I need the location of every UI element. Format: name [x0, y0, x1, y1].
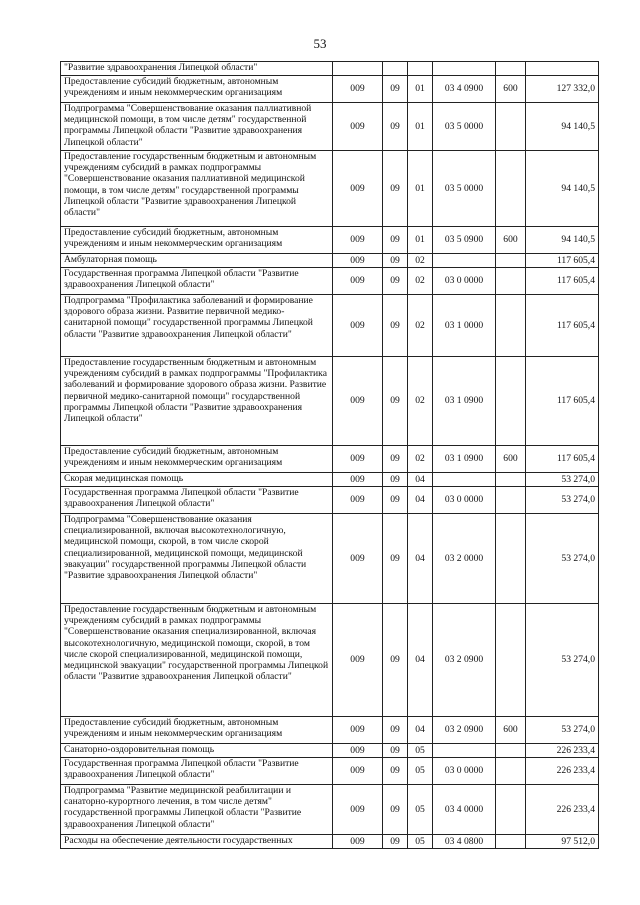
- cell-csr: 03 2 0000: [433, 514, 496, 604]
- cell-name: Государственная программа Липецкой области "Развитие здравоохранения Липецкой области": [61, 268, 333, 295]
- cell-vr: 600: [496, 76, 526, 103]
- cell-vr: [496, 357, 526, 446]
- cell-vr: 600: [496, 227, 526, 254]
- cell-glava: 009: [333, 758, 383, 785]
- cell-podrazdel: 01: [408, 227, 433, 254]
- cell-razdel: 09: [383, 446, 408, 473]
- cell-glava: 009: [333, 487, 383, 514]
- cell-sum: [526, 62, 599, 76]
- cell-glava: 009: [333, 268, 383, 295]
- cell-vr: [496, 254, 526, 268]
- cell-name: Государственная программа Липецкой области "Развитие здравоохранения Липецкой области": [61, 758, 333, 785]
- cell-vr: [496, 604, 526, 717]
- cell-name: Предоставление субсидий бюджетным, автономным учреждениям и иным некоммерческим организациям: [61, 76, 333, 103]
- cell-glava: 009: [333, 514, 383, 604]
- cell-podrazdel: 05: [408, 785, 433, 835]
- cell-glava: 009: [333, 357, 383, 446]
- cell-csr: 03 0 0000: [433, 268, 496, 295]
- cell-name: Расходы на обеспечение деятельности государственных: [61, 835, 333, 849]
- cell-csr: 03 5 0900: [433, 227, 496, 254]
- cell-csr: [433, 254, 496, 268]
- cell-razdel: 09: [383, 254, 408, 268]
- cell-razdel: 09: [383, 514, 408, 604]
- cell-name: Государственная программа Липецкой области "Развитие здравоохранения Липецкой области": [61, 487, 333, 514]
- cell-razdel: 09: [383, 357, 408, 446]
- cell-glava: 009: [333, 227, 383, 254]
- cell-glava: 009: [333, 604, 383, 717]
- table-row: [61, 268, 599, 295]
- table-row: [61, 103, 599, 151]
- cell-csr: 03 5 0000: [433, 103, 496, 151]
- cell-vr: [496, 514, 526, 604]
- cell-glava: 009: [333, 717, 383, 744]
- cell-sum: 117 605,4: [526, 446, 599, 473]
- cell-razdel: 09: [383, 835, 408, 849]
- table-row: [61, 604, 599, 717]
- cell-name: Предоставление субсидий бюджетным, автономным учреждениям и иным некоммерческим организациям: [61, 227, 333, 254]
- cell-glava: 009: [333, 295, 383, 357]
- cell-razdel: 09: [383, 103, 408, 151]
- cell-podrazdel: 02: [408, 268, 433, 295]
- cell-csr: 03 0 0000: [433, 758, 496, 785]
- cell-csr: 03 1 0900: [433, 357, 496, 446]
- cell-razdel: 09: [383, 744, 408, 758]
- cell-podrazdel: 02: [408, 254, 433, 268]
- table-row: [61, 758, 599, 785]
- cell-podrazdel: 05: [408, 758, 433, 785]
- cell-csr: 03 4 0900: [433, 76, 496, 103]
- cell-razdel: [383, 62, 408, 76]
- cell-csr: 03 2 0900: [433, 717, 496, 744]
- cell-csr: [433, 473, 496, 487]
- cell-csr: 03 1 0000: [433, 295, 496, 357]
- cell-sum: 117 605,4: [526, 268, 599, 295]
- cell-vr: 600: [496, 446, 526, 473]
- cell-csr: 03 2 0900: [433, 604, 496, 717]
- table-row: [61, 514, 599, 604]
- cell-podrazdel: 04: [408, 514, 433, 604]
- cell-csr: 03 4 0800: [433, 835, 496, 849]
- cell-sum: 53 274,0: [526, 487, 599, 514]
- cell-csr: 03 1 0900: [433, 446, 496, 473]
- cell-podrazdel: 04: [408, 717, 433, 744]
- cell-glava: [333, 62, 383, 76]
- cell-vr: [496, 295, 526, 357]
- cell-name: Предоставление субсидий бюджетным, автономным учреждениям и иным некоммерческим организациям: [61, 446, 333, 473]
- cell-podrazdel: 01: [408, 151, 433, 227]
- cell-vr: [496, 758, 526, 785]
- cell-razdel: 09: [383, 717, 408, 744]
- cell-razdel: 09: [383, 473, 408, 487]
- cell-csr: 03 4 0000: [433, 785, 496, 835]
- cell-podrazdel: 01: [408, 76, 433, 103]
- cell-podrazdel: 04: [408, 473, 433, 487]
- cell-sum: 127 332,0: [526, 76, 599, 103]
- cell-razdel: 09: [383, 151, 408, 227]
- cell-glava: 009: [333, 473, 383, 487]
- cell-razdel: 09: [383, 227, 408, 254]
- cell-name: Предоставление государственным бюджетным и автономным учреждениям субсидий в рамках подпрограммы "Совершенствование оказания специализированной, включая высокотехнологичную, медицинской помощи, скорой, в том числе скорой специализированной, медицинской помощи, медицинской эвакуации" государственной программы Липецкой области "Развитие здравоохранения Липецкой области": [61, 604, 333, 717]
- cell-podrazdel: 01: [408, 103, 433, 151]
- table-row: [61, 785, 599, 835]
- cell-name: Подпрограмма "Совершенствование оказания паллиативной медицинской помощи, в том числе детям" государственной программы Липецкой области "Развитие здравоохранения Липецкой области": [61, 103, 333, 151]
- cell-sum: 94 140,5: [526, 227, 599, 254]
- table-row: [61, 76, 599, 103]
- cell-razdel: 09: [383, 76, 408, 103]
- table-row: [61, 295, 599, 357]
- table-row: [61, 446, 599, 473]
- cell-vr: [496, 744, 526, 758]
- cell-podrazdel: 05: [408, 835, 433, 849]
- table-row: [61, 487, 599, 514]
- cell-name: Амбулаторная помощь: [61, 254, 333, 268]
- cell-podrazdel: 02: [408, 357, 433, 446]
- cell-vr: [496, 62, 526, 76]
- table-row: [61, 473, 599, 487]
- cell-sum: 53 274,0: [526, 604, 599, 717]
- cell-razdel: 09: [383, 785, 408, 835]
- cell-sum: 53 274,0: [526, 514, 599, 604]
- cell-name: Предоставление субсидий бюджетным, автономным учреждениям и иным некоммерческим организациям: [61, 717, 333, 744]
- cell-vr: [496, 151, 526, 227]
- cell-glava: 009: [333, 151, 383, 227]
- cell-sum: 53 274,0: [526, 717, 599, 744]
- cell-sum: 117 605,4: [526, 357, 599, 446]
- table-row: [61, 744, 599, 758]
- cell-sum: 226 233,4: [526, 785, 599, 835]
- cell-sum: 53 274,0: [526, 473, 599, 487]
- table-row: [61, 227, 599, 254]
- cell-name: Подпрограмма "Профилактика заболеваний и формирование здорового образа жизни. Развитие первичной медико-санитарной помощи" государственной программы Липецкой области "Развитие здравоохранения Липецкой области": [61, 295, 333, 357]
- cell-csr: [433, 62, 496, 76]
- cell-glava: 009: [333, 254, 383, 268]
- table-body: [61, 62, 599, 849]
- cell-vr: [496, 473, 526, 487]
- cell-razdel: 09: [383, 604, 408, 717]
- cell-name: Санаторно-оздоровительная помощь: [61, 744, 333, 758]
- cell-razdel: 09: [383, 487, 408, 514]
- cell-name: Скорая медицинская помощь: [61, 473, 333, 487]
- table-row: [61, 835, 599, 849]
- cell-name: Предоставление государственным бюджетным и автономным учреждениям субсидий в рамках подпрограммы "Совершенствование оказания паллиативной медицинской помощи, в том числе детям" государственной программы Липецкой области "Развитие здравоохранения Липецкой области": [61, 151, 333, 227]
- cell-glava: 009: [333, 835, 383, 849]
- cell-vr: [496, 487, 526, 514]
- budget-table: [60, 61, 599, 849]
- cell-csr: [433, 744, 496, 758]
- cell-glava: 009: [333, 446, 383, 473]
- cell-podrazdel: 02: [408, 446, 433, 473]
- cell-name: Подпрограмма "Развитие медицинской реабилитации и санаторно-курортного лечения, в том числе детям" государственной программы Липецкой области "Развитие здравоохранения Липецкой области": [61, 785, 333, 835]
- cell-podrazdel: 05: [408, 744, 433, 758]
- cell-sum: 97 512,0: [526, 835, 599, 849]
- table-row: [61, 62, 599, 76]
- cell-glava: 009: [333, 785, 383, 835]
- table-row: [61, 717, 599, 744]
- cell-vr: [496, 835, 526, 849]
- cell-csr: 03 5 0000: [433, 151, 496, 227]
- cell-sum: 117 605,4: [526, 295, 599, 357]
- cell-sum: 226 233,4: [526, 744, 599, 758]
- cell-glava: 009: [333, 744, 383, 758]
- cell-vr: [496, 268, 526, 295]
- cell-razdel: 09: [383, 268, 408, 295]
- cell-sum: 117 605,4: [526, 254, 599, 268]
- table-row: [61, 151, 599, 227]
- cell-razdel: 09: [383, 758, 408, 785]
- cell-podrazdel: 04: [408, 604, 433, 717]
- page-number: 53: [313, 36, 327, 51]
- cell-sum: 226 233,4: [526, 758, 599, 785]
- cell-razdel: 09: [383, 295, 408, 357]
- cell-name: Предоставление государственным бюджетным и автономным учреждениям субсидий в рамках подпрограммы "Профилактика заболеваний и формирование здорового образа жизни. Развитие первичной медико-санитарной помощи" государственной программы Липецкой области "Развитие здравоохранения Липецкой области": [61, 357, 333, 446]
- cell-podrazdel: 04: [408, 487, 433, 514]
- cell-vr: [496, 785, 526, 835]
- cell-glava: 009: [333, 103, 383, 151]
- cell-name: Подпрограмма "Совершенствование оказания специализированной, включая высокотехнологичную, медицинской помощи, скорой, в том числе скорой специализированной, медицинской помощи, медицинской эвакуации" государственной программы Липецкой области "Развитие здравоохранения Липецкой области": [61, 514, 333, 604]
- cell-vr: 600: [496, 717, 526, 744]
- cell-glava: 009: [333, 76, 383, 103]
- cell-sum: 94 140,5: [526, 103, 599, 151]
- cell-csr: 03 0 0000: [433, 487, 496, 514]
- cell-vr: [496, 103, 526, 151]
- cell-name: "Развитие здравоохранения Липецкой области": [61, 62, 333, 76]
- table-row: [61, 357, 599, 446]
- cell-podrazdel: [408, 62, 433, 76]
- table-row: [61, 254, 599, 268]
- cell-sum: 94 140,5: [526, 151, 599, 227]
- cell-podrazdel: 02: [408, 295, 433, 357]
